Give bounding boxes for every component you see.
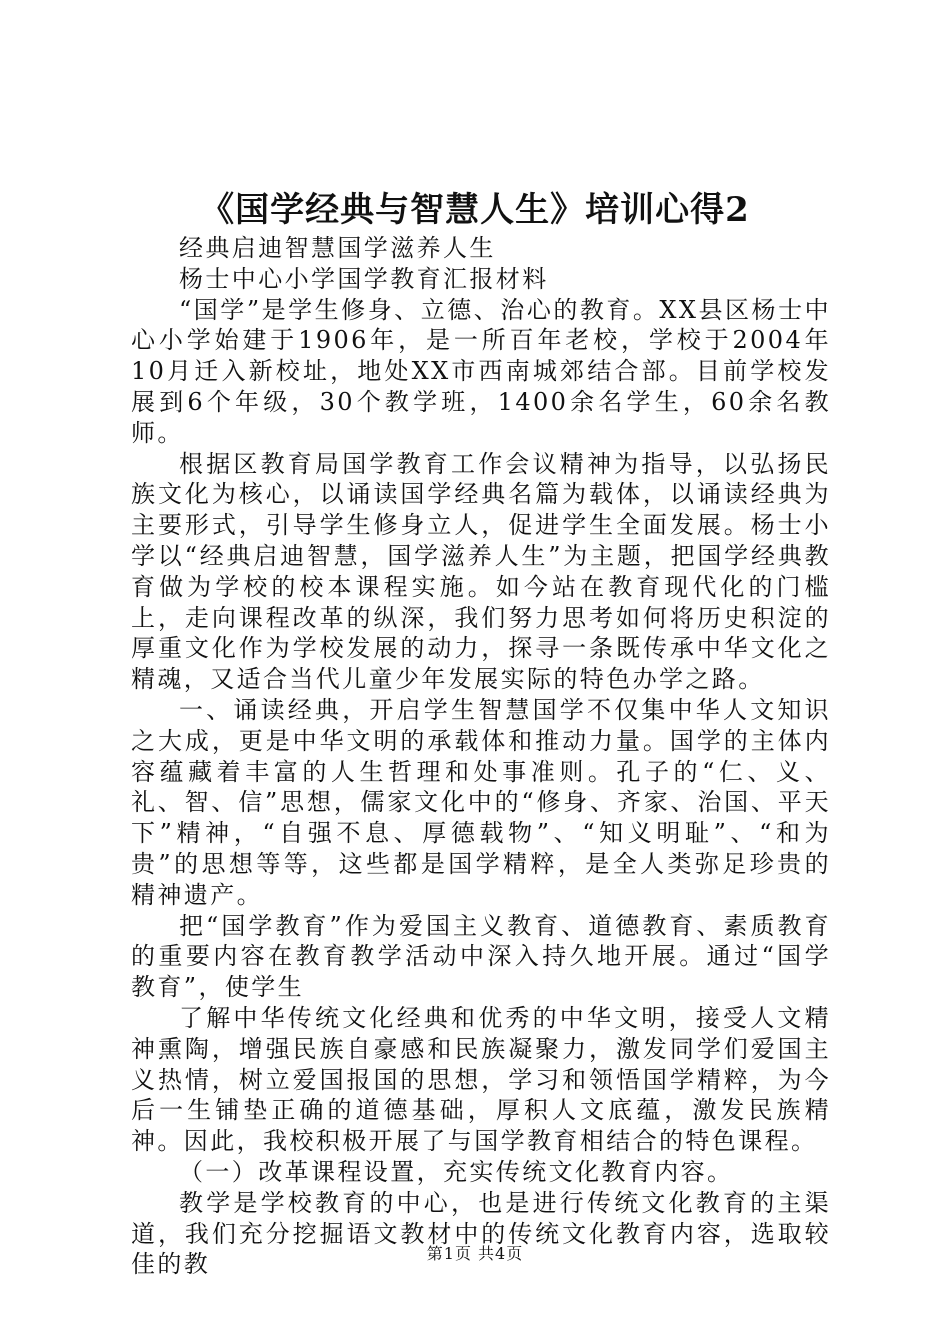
body-paragraph: 经典启迪智慧国学滋养人生: [179, 234, 496, 262]
body-paragraph: 根据区教育局国学教育工作会议精神为指导，以弘扬民族文化为核心，以诵读国学经典名篇为载体，以诵读经典为主要形式，引导学生修身立人，促进学生全面发展。杨士小学以“经典启迪智慧，国学滋养人生”为主题，把国学经典教育做为学校的校本课程实施。如今站在教育现代化的门槛上，走向课程改革的纵深，我们努力思考如何将历史积淀的厚重文化作为学校发展的动力，探寻一条既传承中华文化之精魂，又适合当代儿童少年发展实际的特色办学之路。: [131, 449, 831, 694]
body-paragraph: 一、诵读经典，开启学生智慧国学不仅集中华人文知识之大成，更是中华文明的承载体和推动力量。国学的主体内容蕴藏着丰富的人生哲理和处事准则。孔子的“仁、义、礼、智、信”思想，儒家文化中的“修身、齐家、治国、平天下”精神，“自强不息、厚德载物”、“知义明耻”、“和为贵”的思想等等，这些都是国学精粹，是全人类弥足珍贵的精神遗产。: [131, 695, 831, 909]
body-paragraph: 教学是学校教育的中心，也是进行传统文化教育的主渠道，我们充分挖掘语文教材中的传统文化教育内容，选取较佳的教: [131, 1188, 831, 1279]
document-title: 《国学经典与智慧人生》培训心得2: [200, 190, 750, 230]
body-paragraph: 杨士中心小学国学教育汇报材料: [179, 264, 549, 293]
body-paragraph: “国学”是学生修身、立德、治心的教育。XX县区杨士中心小学始建于1906年，是一所百年老校，学校于2004年10月迁入新校址，地处XX市西南城郊结合部。目前学校发展到6个年级，30个教学班，1400余名学生，60余名教师。: [131, 295, 831, 447]
body-paragraph: 把“国学教育”作为爱国主义教育、道德教育、素质教育的重要内容在教育教学活动中深入持久地开展。通过“国学教育”，使学生: [131, 911, 831, 1002]
body-paragraph: 了解中华传统文化经典和优秀的中华文明，接受人文精神熏陶，增强民族自豪感和民族凝聚力，激发同学们爱国主义热情，树立爱国报国的思想，学习和领悟国学精粹，为今后一生铺垫正确的道德基础，厚积人文底蕴，激发民族精神。因此，我校积极开展了与国学教育相结合的特色课程。: [131, 1003, 831, 1156]
body-paragraph: （一）改革课程设置，充实传统文化教育内容。: [179, 1157, 734, 1186]
page-number-footer: 第1页 共4页: [426, 1244, 524, 1263]
